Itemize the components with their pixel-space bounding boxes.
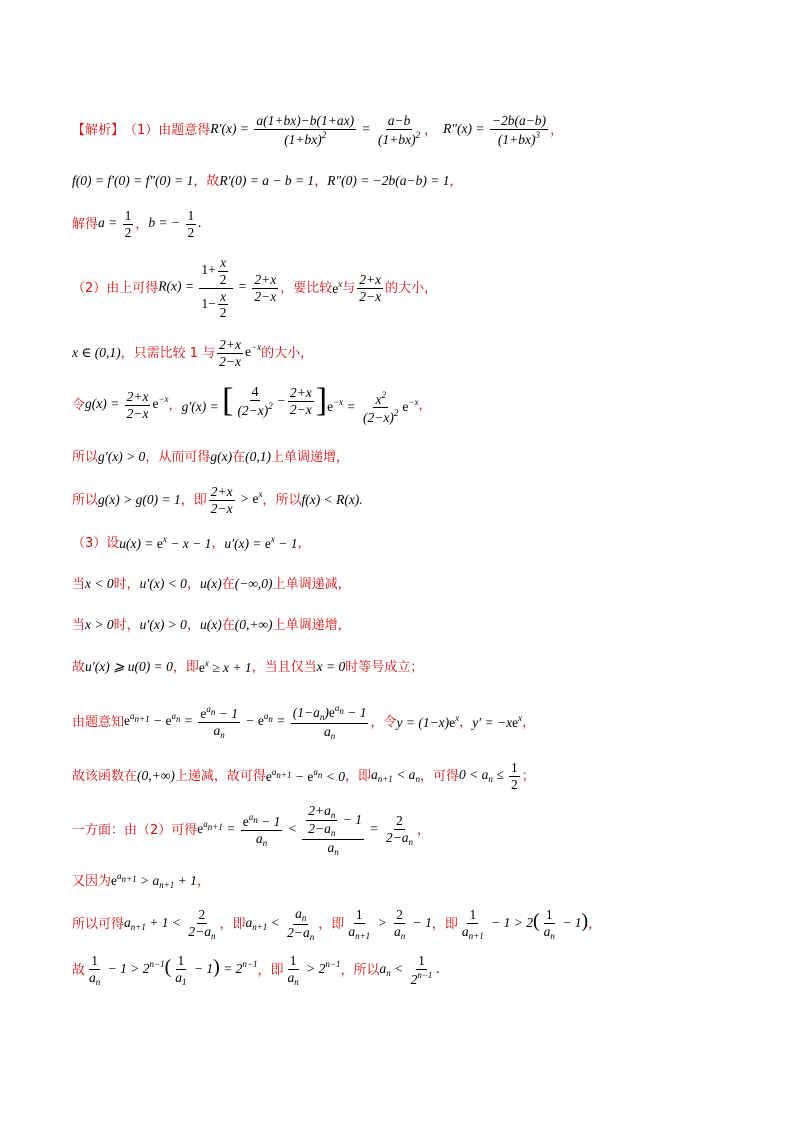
line11-label: 当 xyxy=(72,617,86,633)
line8-text-a: ，即 xyxy=(180,492,207,508)
line11-text-c: 上单调递增， xyxy=(272,617,351,633)
formula-u-prime: $u'(x) = e^x - 1$ xyxy=(224,534,298,552)
formula-x-neg: x < 0 xyxy=(85,576,114,592)
part3-line: （3）设 $u(x) = e^x - x - 1$ ， $u'(x) = e^x - 1$ ， xyxy=(72,534,311,552)
formula-g-x: g(x) = $\frac{2+x}{2-x}$ $e^{-x}$ xyxy=(85,388,169,421)
part1-label: （1）由题意得 xyxy=(124,122,211,138)
formula-g-prime: g′(x) = [ $\frac{4}{(2-x)^2}$ − $\frac{2+x}{2-x}$ ] $e^{-x}$ = $\frac{x^2}{(2-x)^2}$ $e^{-x}$ xyxy=(181,382,419,426)
line18-text-b: ，所以 xyxy=(340,962,380,978)
part2-line xyxy=(72,255,754,321)
line6: 令 g(x) = $\frac{2+x}{2-x}$ $e^{-x}$ ， g′(x) = [ $\frac{4}{(2-x)^2}$ − $\frac{2+x}{2-x}$ ] $e^{-x}$ = $\frac{x^2}{(2-x)^2}$ $e^{-x}$ ， xyxy=(72,382,432,426)
line12-text-b: ，当且仅当 xyxy=(251,659,317,675)
part1-sep1: ， xyxy=(424,122,438,138)
formula-r-double-prime: R″(x) = $\frac{-2b(a-b)}{(1+bx)^3}$ xyxy=(443,112,547,147)
line17: 所以可得 $a_{n+1} + 1$ < $\frac{2}{2-a_n}$ ，即 $a_{n+1}$ < $\frac{a_n}{2-a_n}$ ，即 $\frac{1}{a_{n+1}}$ > $\frac{2}{a_n}$ − 1 ，即 $\frac{1}{a_{n+1}}$ − 1 > 2( $\frac{1}{a_n}$ − 1) ， xyxy=(72,906,602,942)
line7 xyxy=(72,448,754,466)
formula-step1: $a_{n+1} + 1$ < $\frac{2}{2-a_n}$ xyxy=(124,907,216,941)
formula-step4: $\frac{1}{a_{n+1}}$ − 1 > 2( $\frac{1}{a_n}$ − 1) xyxy=(461,907,589,941)
line18-label: 故 xyxy=(72,962,86,978)
formula-recurrence: $e^{a_{n+1}} - e^{a_n}$ = $\frac{e^{a_n} - 1}{a_n}$ − $e^{a_n}$ = $\frac{(1-a_n)e^{a_n} - 1}{a_n}$ xyxy=(124,703,367,741)
formula-a-bound: $0 < a_n$ ≤ $\frac{1}{2}$ xyxy=(458,759,518,792)
line3-sep: ， xyxy=(135,216,149,232)
line10-text-a: 时， xyxy=(113,576,140,592)
line3 xyxy=(72,206,754,242)
formula-g-x-2: g(x) xyxy=(210,449,233,465)
formula-y: $y = (1-x)e^x$ xyxy=(396,713,460,731)
formula-u-prime-neg: u′(x) < 0 xyxy=(139,576,187,592)
formula-u-prime-pos: u′(x) > 0 xyxy=(139,617,187,633)
formula-ratio-gt-exp: $\frac{2+x}{2-x}$ > $e^x$ xyxy=(210,483,263,516)
part3-sep: ， xyxy=(211,535,225,551)
line11-text-b: 在 xyxy=(221,617,235,633)
formula-x-pos: x > 0 xyxy=(85,617,114,633)
line17-text-b: ，即 xyxy=(318,916,345,932)
line14-text-b: ，即 xyxy=(344,768,371,784)
formula-u-x-3: u(x) xyxy=(199,617,222,633)
formula-a-value: a = $\frac{1}{2}$ xyxy=(98,207,132,240)
part2-text-b: 与 xyxy=(342,280,356,296)
line10: 当 x < 0 时， u′(x) < 0 ， u(x) 在 (−∞,0) 上单调递减， xyxy=(72,576,351,592)
formula-exp-diff-neg: $e^{a_{n+1}} - e^{a_n} < 0$ xyxy=(265,767,345,785)
formula-b-value: b = − $\frac{1}{2}$ . xyxy=(148,207,202,240)
formula-step2: $a_{n+1}$ < $\frac{a_n}{2-a_n}$ xyxy=(245,906,315,942)
formula-exp-ge: $e^x \ge x + 1$ xyxy=(198,658,252,676)
line7-text-a: ，从而可得 xyxy=(145,449,211,465)
formula-reciprocal-bound: $\frac{1}{a_n}$ > $2^{n-1}$ xyxy=(287,953,341,987)
line12-label: 故 xyxy=(72,659,86,675)
formula-r-double-prime-0: R″(0) = −2b(a−b) = 1 xyxy=(327,173,450,189)
line15: 一方面：由（2）可得 $e^{a_{n+1}}$ = $\frac{e^{a_n} - 1}{a_n}$ < $\frac{2+a_n}{2-a_n}$ − 1 $a_n$ = $\frac{2}{2-a_n}$ ， xyxy=(72,802,430,857)
formula-final-bound: $a_n$ < $\frac{1}{2^{n-1}}$ . xyxy=(379,952,440,987)
line8 xyxy=(72,482,754,518)
formula-f-values: f(0) = f′(0) = f″(0) = 1 xyxy=(72,173,194,189)
line10-text-b: 在 xyxy=(221,576,235,592)
line13: 由题意知 $e^{a_{n+1}} - e^{a_n}$ = $\frac{e^{a_n} - 1}{a_n}$ − $e^{a_n}$ = $\frac{(1-a_n)e^{a_n} - 1}{a_n}$ ，令 $y = (1-x)e^x$ ， $y' = -xe^x$ ， xyxy=(72,703,536,741)
line14-label: 故该函数在 xyxy=(72,768,138,784)
part1-sep2: ， xyxy=(550,122,564,138)
line16: 又因为 $e^{a_{n+1}} > a_{n+1} + 1$ ， xyxy=(72,871,210,890)
formula-geometric: $\frac{1}{a_n}$ − $1 > 2^{n-1}$( $\frac{1}{a_1}$ − $1) = 2^{n-1}$ xyxy=(89,953,258,987)
line5-text-a: ，只需比较 1 与 xyxy=(120,345,216,361)
line7-label: 所以 xyxy=(72,449,99,465)
line11: 当 x > 0 时， u′(x) > 0 ， u(x) 在 (0,+∞) 上单调递增， xyxy=(72,617,351,633)
formula-u-x-2: u(x) xyxy=(199,576,222,592)
line7-text-c: 上单调递增， xyxy=(270,449,349,465)
formula-exp-gt: $e^{a_{n+1}} > a_{n+1} + 1$ xyxy=(111,871,197,890)
line2-text-b: ， xyxy=(449,173,463,189)
formula-x-domain: x ∈ (0,1) xyxy=(72,345,121,361)
line5-text-b: 的大小， xyxy=(261,345,314,361)
line18 xyxy=(72,950,754,990)
formula-g-compare: g(x) > g(0) = 1 xyxy=(98,492,181,508)
line10-text-c: 上单调递减， xyxy=(272,576,351,592)
formula-ratio: $\frac{2+x}{2-x}$ xyxy=(359,271,382,304)
line12-text-a: ，即 xyxy=(172,659,199,675)
line17-text-c: ，即 xyxy=(431,916,458,932)
formula-ratio-exp: $\frac{2+x}{2-x}$ $e^{-x}$ xyxy=(219,336,262,369)
formula-r-prime-0: R′(0) = a − b = 1 xyxy=(219,173,315,189)
line14: 故该函数在 (0,+∞) 上递减，故可得 $e^{a_{n+1}} - e^{a_n} < 0$ ，即 $a_{n+1} < a_n$ ，可得 $0 < a_n$ ≤ $\frac{1}{2}$ ； xyxy=(72,759,535,792)
formula-interval-pos: (0,+∞) xyxy=(234,617,273,633)
part2-text-c: 的大小， xyxy=(385,280,438,296)
line17-label: 所以可得 xyxy=(72,916,125,932)
formula-y-prime: $y' = -xe^x$ xyxy=(472,713,523,731)
part3-label: （3）设 xyxy=(72,535,120,551)
line3-label: 解得 xyxy=(72,216,99,232)
formula-u-x: $u(x) = e^x - x - 1$ xyxy=(119,534,212,552)
line18-text-a: ，即 xyxy=(257,962,284,978)
line8-label: 所以 xyxy=(72,492,99,508)
line12 xyxy=(72,658,754,676)
line8-text-b: ，所以 xyxy=(262,492,302,508)
line14-text-a: 上递减，故可得 xyxy=(174,768,266,784)
line12-text-c: 时等号成立； xyxy=(345,659,424,675)
line15-label: 一方面：由（2）可得 xyxy=(72,822,198,838)
line5 xyxy=(72,334,754,372)
part2-label: （2）由上可得 xyxy=(72,280,159,296)
formula-r-prime: R′(x) = $\frac{a(1+bx)-b(1+ax)}{(1+bx)^2}$ = $\frac{a-b}{(1+bx)^2}$ xyxy=(210,112,421,147)
line6-label: 令 xyxy=(72,397,86,413)
formula-f-lt-r: f(x) < R(x). xyxy=(301,492,363,508)
line6-sep: ， xyxy=(168,397,182,413)
formula-interval-01: (0,1) xyxy=(245,449,271,465)
formula-a-decreasing: $a_{n+1} < a_n$ xyxy=(370,767,420,784)
formula-u-ge: u′(x) ⩾ u(0) = 0 xyxy=(85,659,173,675)
heading-label: 【解析】 xyxy=(72,122,125,138)
line11-text-a: 时， xyxy=(113,617,140,633)
formula-inequality-chain: $e^{a_{n+1}}$ = $\frac{e^{a_n} - 1}{a_n}$ < $\frac{2+a_n}{2-a_n}$ − 1 $a_n$ = $\frac{2}{2-a_n}$ xyxy=(197,802,413,857)
line16-label: 又因为 xyxy=(72,873,112,889)
part1-line xyxy=(72,108,754,152)
formula-r-x: R(x) = 1+ $\frac{x}{2}$ 1− $\frac{x}{2}$ = $\frac{2+x}{2-x}$ xyxy=(158,255,277,321)
line7-text-b: 在 xyxy=(232,449,246,465)
line2: f(0) = f′(0) = f″(0) = 1 ，故 R′(0) = a − b = 1 ， R″(0) = −2b(a−b) = 1 ， xyxy=(72,173,463,189)
line13-label: 由题意知 xyxy=(72,714,125,730)
line13-text-b: ， xyxy=(522,714,536,730)
line14-text-c: ，可得 xyxy=(419,768,459,784)
part2-text-a: ，要比较 xyxy=(280,280,333,296)
line17-text-a: ，即 xyxy=(219,916,246,932)
line13-text-a: ，令 xyxy=(370,714,397,730)
formula-interval-pos-2: (0,+∞) xyxy=(137,768,175,784)
line10-label: 当 xyxy=(72,576,86,592)
formula-interval-neg: (−∞,0) xyxy=(234,576,273,592)
formula-x-zero: x = 0 xyxy=(316,659,346,675)
formula-step3: $\frac{1}{a_{n+1}}$ > $\frac{2}{a_n}$ − 1 xyxy=(348,907,432,941)
line2-text-a: ，故 xyxy=(193,173,220,189)
formula-exp-x: $e^x$ xyxy=(332,279,343,297)
formula-g-prime-positive: g′(x) > 0 xyxy=(98,449,146,465)
